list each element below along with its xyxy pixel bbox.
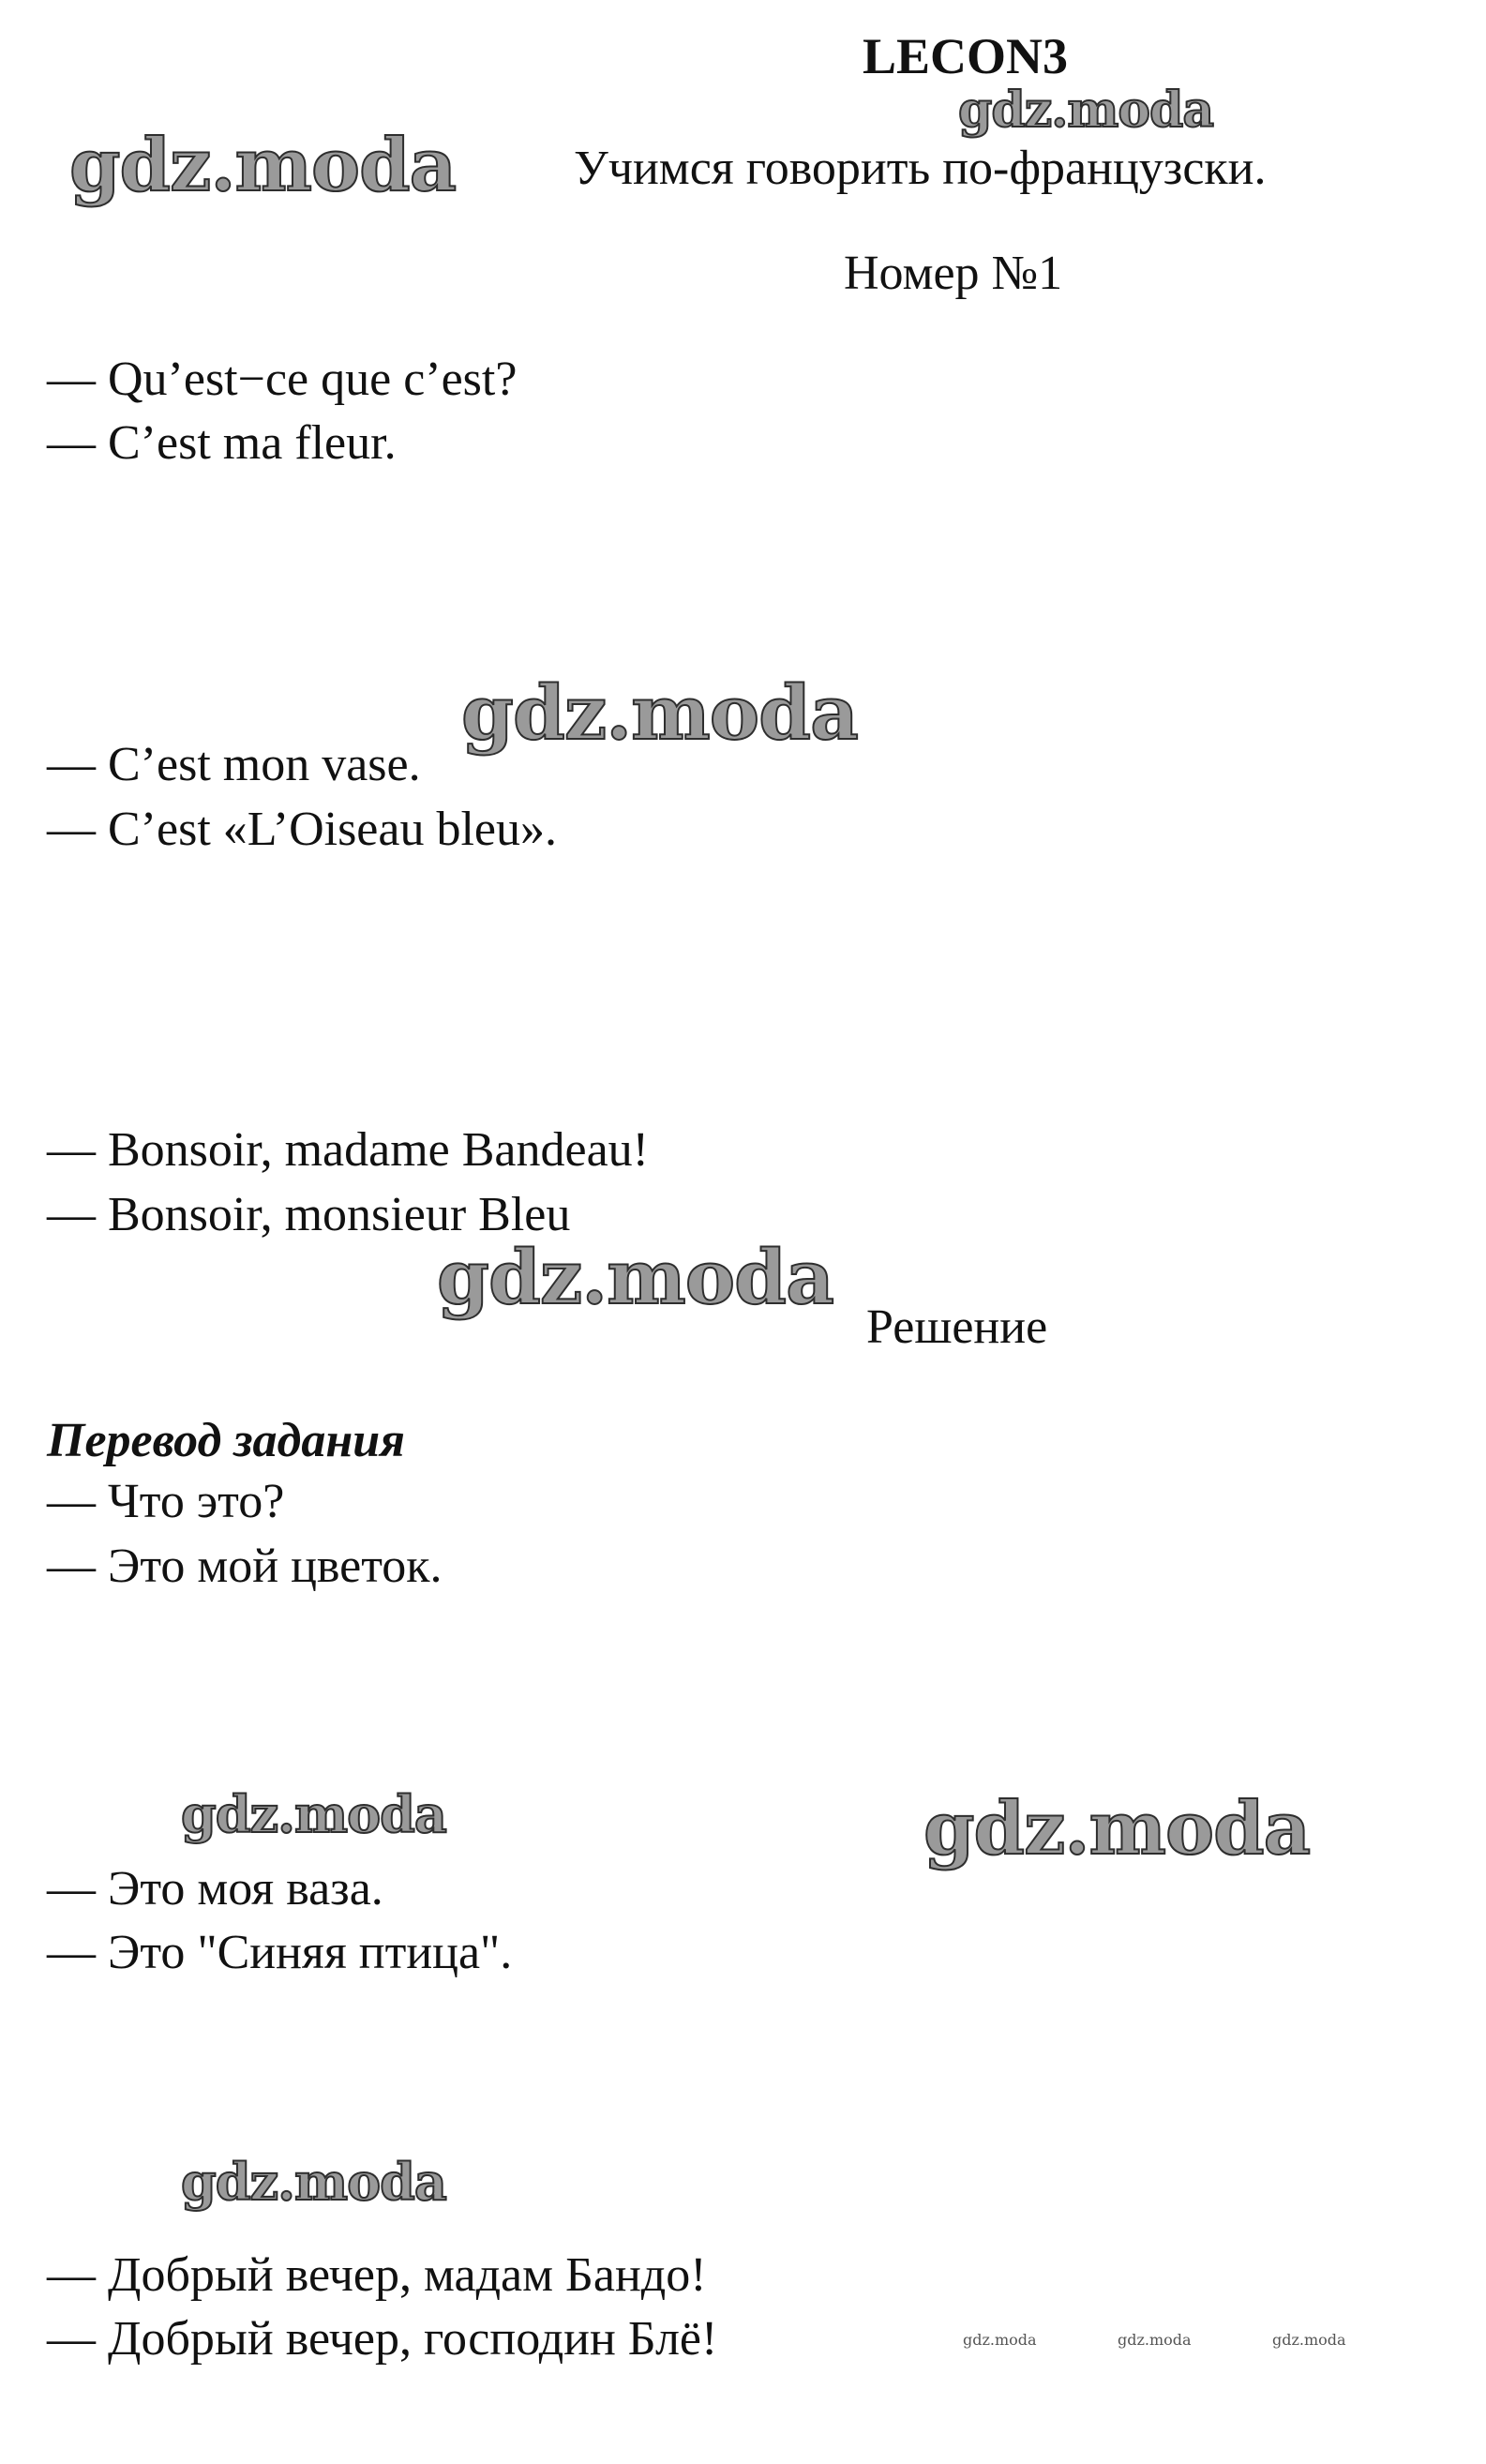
watermark: gdz.moda [181, 1784, 446, 1844]
task-line: — C’est «L’Oiseau bleu». [47, 803, 557, 856]
task-line: — Bonsoir, monsieur Bleu [47, 1188, 571, 1241]
translation-heading: Перевод задания [47, 1414, 405, 1467]
watermark: gdz.moda [461, 669, 858, 757]
solution-label: Решение [866, 1300, 1048, 1354]
solution-line: — Это мой цветок. [47, 1540, 443, 1593]
solution-line: — Что это? [47, 1475, 285, 1528]
solution-line: — Это "Синяя птица". [47, 1926, 513, 1979]
watermark-small: gdz.moda [1118, 2331, 1192, 2349]
lesson-title: LECON3 [863, 28, 1069, 84]
task-number: Номер №1 [844, 247, 1063, 300]
watermark-small: gdz.moda [963, 2331, 1037, 2349]
solution-line: — Это моя ваза. [47, 1862, 383, 1916]
watermark: gdz.moda [437, 1233, 833, 1321]
watermark-small: gdz.moda [1272, 2331, 1346, 2349]
watermark: gdz.moda [923, 1786, 1311, 1871]
lesson-subtitle: Учимся говорить по-французски. [574, 142, 1267, 195]
task-line: — Bonsoir, madame Bandeau! [47, 1123, 649, 1177]
watermark: gdz.moda [181, 2152, 446, 2212]
task-line: — Qu’est−ce que c’est? [47, 353, 518, 406]
solution-line: — Добрый вечер, господин Блё! [47, 2312, 718, 2366]
task-line: — C’est mon vase. [47, 738, 421, 791]
task-line: — C’est ma fleur. [47, 416, 397, 470]
solution-line: — Добрый вечер, мадам Бандо! [47, 2248, 707, 2302]
watermark: gdz.moda [958, 82, 1214, 139]
watermark: gdz.moda [69, 123, 457, 208]
